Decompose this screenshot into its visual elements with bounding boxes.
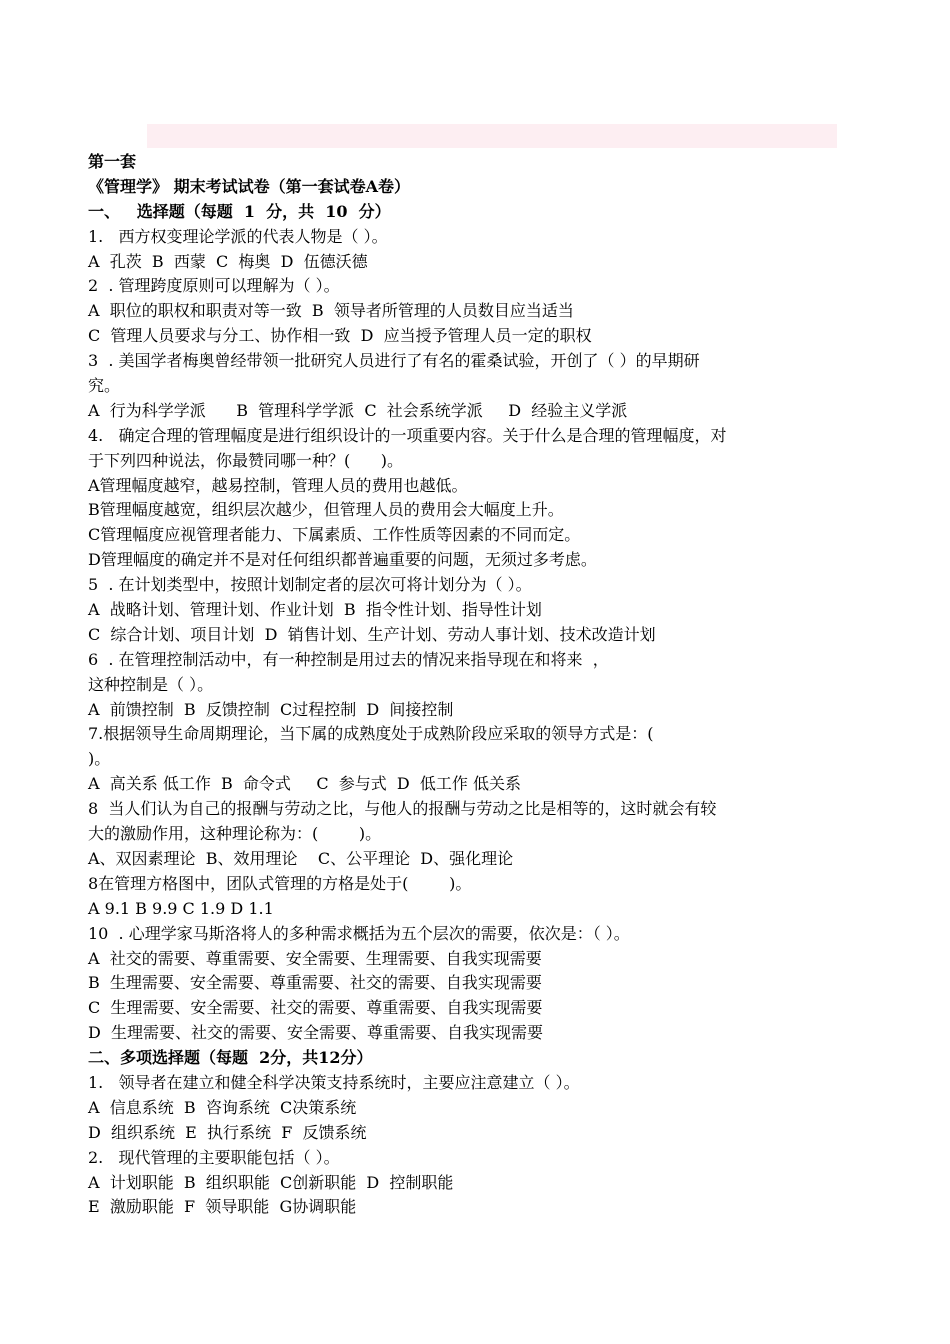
- options-line: E 激励职能 F 领导职能 G协调职能: [88, 1197, 357, 1217]
- options-line: A 计划职能 B 组织职能 C创新职能 D 控制职能: [88, 1172, 454, 1192]
- header-banner: [147, 124, 837, 148]
- question-line: 7.根据领导生命周期理论，当下属的成熟度处于成熟阶段应采取的领导方式是：(: [88, 724, 654, 744]
- document-body: [88, 150, 868, 1220]
- options-line: A 前馈控制 B 反馈控制 C过程控制 D 间接控制: [88, 699, 454, 719]
- options-line: C 综合计划、项目计划 D 销售计划、生产计划、劳动人事计划、技术改造计划: [88, 624, 656, 644]
- question-line: 究。: [88, 376, 121, 396]
- question-line: 10 . 心理学家马斯洛将人的多种需求概括为五个层次的需要，依次是：（ ）。: [88, 923, 630, 943]
- options-line: A 孔茨 B 西蒙 C 梅奥 D 伍德沃德: [88, 251, 368, 271]
- options-line: A 行为科学学派 B 管理科学学派 C 社会系统学派 D 经验主义学派: [88, 400, 628, 420]
- options-line: D 生理需要、社交的需要、安全需要、尊重需要、自我实现需要: [88, 1023, 544, 1043]
- question-line: )。: [88, 749, 111, 769]
- question-line: 1. 领导者在建立和健全科学决策支持系统时，主要应注意建立（ ）。: [88, 1072, 580, 1092]
- question-line: 这种控制是（ ）。: [88, 674, 214, 694]
- question-line: 8在管理方格图中，团队式管理的方格是处于( )。: [88, 873, 472, 893]
- question-line: 大的激励作用，这种理论称为：( )。: [88, 824, 382, 844]
- options-line: C 管理人员要求与分工、协作相一致 D 应当授予管理人员一定的职权: [88, 326, 592, 346]
- options-line: C管理幅度应视管理者能力、下属素质、工作性质等因素的不同而定。: [88, 525, 581, 545]
- question-line: 4. 确定合理的管理幅度是进行组织设计的一项重要内容。关于什么是合理的管理幅度，对: [88, 425, 727, 445]
- options-line: A 社交的需要、尊重需要、安全需要、生理需要、自我实现需要: [88, 948, 542, 968]
- options-line: A、双因素理论 B、效用理论 C、公平理论 D、强化理论: [88, 848, 514, 868]
- options-line: B管理幅度越宽，组织层次越少，但管理人员的费用会大幅度上升。: [88, 500, 564, 520]
- question-line: 2 . 管理跨度原则可以理解为（ ）。: [88, 276, 340, 296]
- question-line: 1. 西方权变理论学派的代表人物是（ ）。: [88, 226, 388, 246]
- question-line: 8 当人们认为自己的报酬与劳动之比，与他人的报酬与劳动之比是相等的，这时就会有较: [88, 799, 717, 819]
- section-heading: 二、多项选择题（每题 2分，共12分）: [88, 1048, 373, 1068]
- options-line: A 9.1 B 9.9 C 1.9 D 1.1: [88, 898, 274, 918]
- options-line: A 信息系统 B 咨询系统 C决策系统: [88, 1097, 357, 1117]
- options-line: A 职位的职权和职责对等一致 B 领导者所管理的人员数目应当适当: [88, 301, 574, 321]
- question-line: 6 . 在管理控制活动中，有一种控制是用过去的情况来指导现在和将来 ，: [88, 649, 609, 669]
- options-line: D 组织系统 E 执行系统 F 反馈系统: [88, 1122, 367, 1142]
- options-line: D管理幅度的确定并不是对任何组织都普遍重要的问题，无须过多考虑。: [88, 550, 597, 570]
- options-line: A管理幅度越窄，越易控制，管理人员的费用也越低。: [88, 475, 468, 495]
- set-title: 第一套: [88, 152, 137, 171]
- question-line: 于下列四种说法，你最赞同哪一种？( )。: [88, 450, 404, 470]
- options-line: B 生理需要、安全需要、尊重需要、社交的需要、自我实现需要: [88, 973, 542, 993]
- options-line: A 战略计划、管理计划、作业计划 B 指令性计划、指导性计划: [88, 600, 542, 620]
- exam-title: 《管理学》 期末考试试卷（第一套试卷A卷）: [88, 176, 410, 196]
- section-heading: 一、 选择题（每题 1 分，共 10 分）: [88, 201, 391, 221]
- question-line: 2. 现代管理的主要职能包括（ ）。: [88, 1147, 340, 1167]
- question-line: 3 . 美国学者梅奥曾经带领一批研究人员进行了有名的霍桑试验，开创了（ ）的早期研: [88, 351, 700, 371]
- options-line: A 高关系 低工作 B 命令式 C 参与式 D 低工作 低关系: [88, 774, 522, 794]
- options-line: C 生理需要、安全需要、社交的需要、尊重需要、自我实现需要: [88, 998, 543, 1018]
- question-line: 5 . 在计划类型中，按照计划制定者的层次可将计划分为（ ）。: [88, 575, 532, 595]
